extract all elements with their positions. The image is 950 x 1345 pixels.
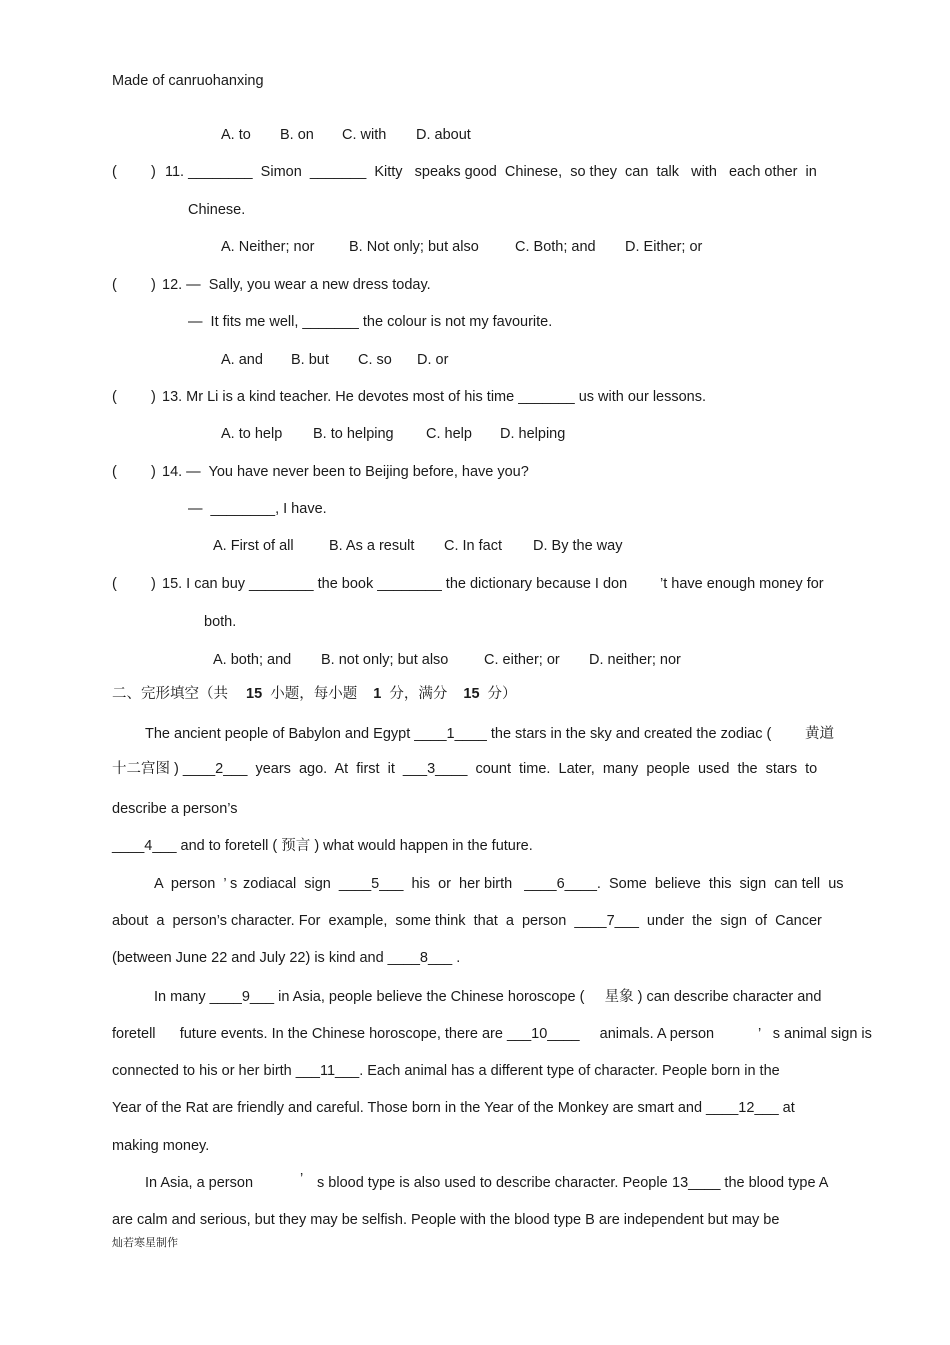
passage-p1-line2: 十二宫图 ) ____2___ years ago. At first it ___3____ count time. Later, many people used the stars to [112,761,818,777]
passage-p3-line1: In many ____9___ in Asia, people believe the Chinese horoscope ( 星象 ) can describe character and [154,989,822,1005]
q14-option-d: D. By the way [533,538,623,554]
q15-paren-close: ) [151,576,156,592]
q15-option-c: C. either; or [484,652,560,668]
passage-p4-line2: are calm and serious, but they may be selfish. People with the blood type B are independent but may be [112,1212,780,1228]
q13-option-a: A. to help [221,426,283,442]
passage-p4-line1-start: In Asia, a person [145,1175,254,1191]
q12-paren-close: ) [151,277,156,293]
q14-option-c: C. In fact [444,538,503,554]
q11-option-a: A. Neither; nor [221,239,315,255]
passage-p4-apostrophe: ’ [300,1171,304,1187]
q11-paren-close: ) [151,164,156,180]
q14-option-a: A. First of all [213,538,294,554]
passage-p2-line1-start: A person ’ s [154,876,238,892]
q13-option-d: D. helping [500,426,566,442]
q13-option-c: C. help [426,426,472,442]
q10-option-d: D. about [416,127,471,143]
section-title-g: 分） [487,686,517,702]
q15-paren-open: ( [112,576,117,592]
q10-option-a: A. to [221,127,251,143]
q13-paren-open: ( [112,389,117,405]
section-title-c: 小题，每小题 [270,686,358,702]
q11-stem: 11. ________ Simon _______ Kitty speaks good Chinese, so they can talk with each other in [165,164,817,180]
q11-option-c: C. Both; and [515,239,596,255]
q15-option-a: A. both; and [213,652,292,668]
q13-option-b: B. to helping [313,426,394,442]
passage-p2-line2: about a person’s character. For example, some think that a person ____7___ under the sign of Cancer [112,913,822,929]
section-title-points: 1 [373,686,382,702]
q12-option-c: C. so [358,352,392,368]
q14-paren-close: ) [151,464,156,480]
passage-p3-line2-end: ’ s animal sign is [758,1026,872,1042]
q11-option-d: D. Either; or [625,239,703,255]
q15-stem-cont: both. [204,614,237,630]
q12-option-d: D. or [417,352,449,368]
q12-paren-open: ( [112,277,117,293]
q15-stem-end: ’t have enough money for [660,576,824,592]
q12-stem: 12. — Sally, you wear a new dress today. [162,277,431,293]
q10-option-b: B. on [280,127,314,143]
q13-paren-close: ) [151,389,156,405]
section-title-count: 15 [246,686,263,702]
passage-p4-line1-end: 13____ the blood type A [672,1175,829,1191]
q15-option-d: D. neither; nor [589,652,681,668]
q11-stem-cont: Chinese. [188,202,246,218]
section-title-e: 分，满分 [389,686,448,702]
section-title-a: 二、完形填空（共 [112,686,228,702]
q14-stem: 14. — You have never been to Beijing before, have you? [162,464,529,480]
section-title-total: 15 [463,686,480,702]
q14-paren-open: ( [112,464,117,480]
passage-p1-line4: ____4___ and to foretell ( 预言 ) what would happen in the future. [112,838,533,854]
q15-option-b: B. not only; but also [321,652,449,668]
q15-stem: 15. I can buy ________ the book ________ the dictionary because I don [162,576,628,592]
header-made-of: Made of canruohanxing [112,73,264,89]
passage-p4-line1: s blood type is also used to describe character. People [317,1175,668,1191]
passage-p1-line1: The ancient people of Babylon and Egypt ____1____ the stars in the sky and created the zodiac ( [145,726,772,742]
passage-p3-line3: connected to his or her birth ___11___. Each animal has a different type of character. People born in the [112,1063,780,1079]
q11-option-b: B. Not only; but also [349,239,479,255]
q13-stem: 13. Mr Li is a kind teacher. He devotes most of his time _______ us with our lessons. [162,389,707,405]
q12-option-b: B. but [291,352,329,368]
q12-stem-cont: — It fits me well, _______ the colour is not my favourite. [188,314,553,330]
footer-text: 灿若寒星制作 [112,1237,178,1249]
section-title [112,685,517,703]
q11-paren-open: ( [112,164,117,180]
q10-option-c: C. with [342,127,387,143]
passage-p3-line5: making money. [112,1138,210,1154]
passage-p1-line1-cn: 黄道 [805,726,834,742]
passage-p3-line2: foretell future events. In the Chinese horoscope, there are ___10____ animals. A person [112,1026,715,1042]
passage-p2-line1: zodiacal sign ____5___ his or her birth ____6____. Some believe this sign can tell us [243,876,844,892]
q12-option-a: A. and [221,352,263,368]
passage-p2-line3: (between June 22 and July 22) is kind and ____8___ . [112,950,461,966]
q14-stem-cont: — ________, I have. [188,501,327,517]
passage-p3-line4: Year of the Rat are friendly and careful. Those born in the Year of the Monkey are smart and ____12___ at [112,1100,795,1116]
q14-option-b: B. As a result [329,538,415,554]
passage-p1-line3: describe a person’s [112,801,238,817]
